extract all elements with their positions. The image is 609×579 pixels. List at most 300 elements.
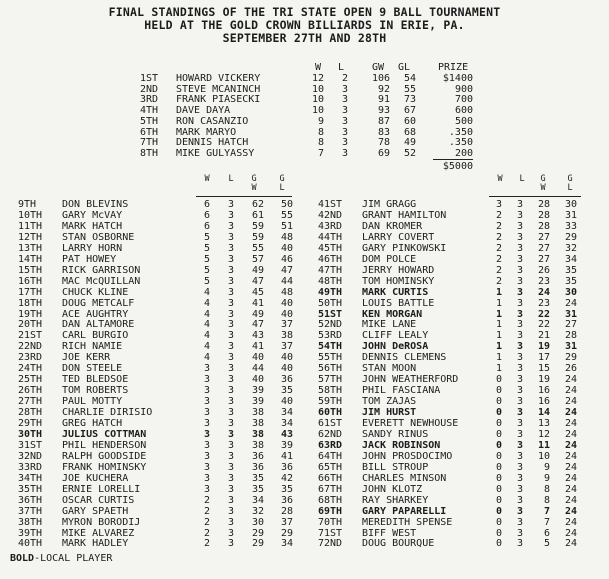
- right-list-place: 43RD: [318, 220, 343, 232]
- top8-gl-header: GL: [398, 62, 411, 73]
- left-list-gl: 37: [280, 341, 293, 353]
- left-list-gw: 32: [251, 505, 264, 517]
- top8-prize: .350: [448, 137, 473, 149]
- right-list-gw: 12: [537, 428, 550, 440]
- right-list-place: 65TH: [318, 461, 343, 473]
- left-list-w: 2: [203, 494, 210, 506]
- right-list-place: 67TH: [318, 483, 343, 495]
- right-list-l: 3: [516, 505, 523, 517]
- left-list-name: PAT HOWEY: [62, 253, 117, 265]
- left-list-name: JULIUS COTTMAN: [62, 428, 147, 440]
- right-list-gl: 31: [564, 308, 577, 320]
- left-list-place: 24TH: [18, 363, 43, 375]
- left-list-gw: 41: [251, 341, 264, 353]
- right-list-place: 68TH: [318, 494, 343, 506]
- right-list-l: 3: [516, 374, 523, 386]
- right-list-gl: 24: [564, 461, 577, 473]
- right-list-row: [0, 210, 609, 221]
- right-list-place: 52ND: [318, 319, 343, 331]
- right-list-w: 0: [495, 494, 502, 506]
- left-list-w: 5: [203, 242, 210, 254]
- left-list-w: 5: [203, 275, 210, 287]
- top8-gl: 54: [403, 73, 416, 84]
- right-list-l: 3: [516, 275, 523, 287]
- right-list-place: 46TH: [318, 253, 343, 265]
- right-list-name: CHARLES MINSON: [362, 472, 447, 484]
- right-list-l: 3: [516, 253, 523, 265]
- left-list-place: 36TH: [18, 494, 43, 506]
- left-list-gw: 36: [251, 461, 264, 473]
- left-list-w: 4: [203, 341, 210, 353]
- top8-prize: .350: [448, 126, 473, 138]
- top8-gw: 87: [377, 115, 390, 127]
- right-list-w: 0: [495, 374, 502, 386]
- left-list-l: 3: [227, 418, 234, 429]
- right-list-l: 3: [516, 428, 523, 440]
- right-list-gl: 24: [564, 505, 577, 517]
- right-list-row: [0, 429, 609, 440]
- left-list-w: 3: [203, 483, 210, 495]
- left-list-name: DOUG METCALF: [62, 297, 135, 309]
- right-list-l: 3: [516, 352, 523, 364]
- right-list-place: 60TH: [318, 407, 343, 419]
- right-list-name: JOHN WEATHERFORD: [362, 374, 459, 386]
- top8-gl: 49: [403, 137, 416, 149]
- right-list-gl: 33: [564, 220, 577, 232]
- right-header-rule: [489, 196, 581, 197]
- top8-gw-header: GW: [372, 62, 385, 73]
- right-list-l: 3: [516, 494, 523, 506]
- left-list-gw: 41: [251, 297, 264, 309]
- left-list-w: 2: [203, 527, 210, 539]
- right-list-name: JACK ROBINSON: [362, 439, 441, 451]
- right-list-gl: 29: [564, 231, 577, 243]
- right-list-gl: 24: [564, 374, 577, 386]
- right-list-place: 66TH: [318, 472, 343, 484]
- top8-w: 9: [317, 115, 324, 127]
- right-list-w: 0: [495, 461, 502, 473]
- right-list-w: 0: [495, 527, 502, 539]
- left-list-w: 2: [203, 538, 210, 550]
- right-list-gw: 8: [543, 494, 550, 506]
- right-list-name: DOUG BOURQUE: [362, 538, 435, 550]
- right-list-name: RAY SHARKEY: [362, 494, 429, 506]
- right-list-w: 2: [495, 253, 502, 265]
- right-list-gl: 35: [564, 275, 577, 287]
- right-list-place: 55TH: [318, 352, 343, 364]
- right-list-row: [0, 276, 609, 287]
- right-list-gw: 17: [537, 352, 550, 364]
- right-list-place: 53RD: [318, 330, 343, 342]
- top8-name: FRANK PIASECKI: [176, 94, 261, 106]
- left-list-w: 6: [203, 209, 210, 221]
- right-list-place: 61ST: [318, 418, 343, 429]
- top8-name: STEVE MCANINCH: [176, 83, 261, 95]
- left-list-place: 39TH: [18, 527, 43, 539]
- left-list-l: 3: [227, 264, 234, 276]
- left-list-place: 23RD: [18, 352, 43, 364]
- left-list-gl: 46: [280, 253, 293, 265]
- left-list-gl: 29: [280, 527, 293, 539]
- right-list-l: 3: [516, 418, 523, 429]
- top8-gw: 91: [377, 94, 390, 106]
- left-list-name: ACE AUGHTRY: [62, 308, 129, 320]
- right-list-gl: 24: [564, 297, 577, 309]
- right-list-row: [0, 352, 609, 363]
- right-gl-header: GL: [565, 174, 575, 192]
- left-list-gw: 39: [251, 396, 264, 408]
- right-list-gw: 26: [537, 264, 550, 276]
- right-list-gw: 22: [537, 308, 550, 320]
- left-list-gw: 55: [251, 242, 264, 254]
- top8-l: 3: [341, 147, 348, 159]
- left-list-w: 5: [203, 264, 210, 276]
- top8-l: 3: [341, 126, 348, 138]
- top8-prize: 500: [454, 115, 473, 127]
- left-list-l: 3: [227, 297, 234, 309]
- top8-gl: 52: [403, 147, 416, 159]
- left-list-name: GARY SPAETH: [62, 505, 129, 517]
- right-list-name: GRANT HAMILTON: [362, 209, 447, 221]
- right-list-w: 0: [495, 439, 502, 451]
- right-list-gw: 27: [537, 231, 550, 243]
- right-list-w: 0: [495, 505, 502, 517]
- right-list-l: 3: [516, 472, 523, 484]
- right-list-name: JERRY HOWARD: [362, 264, 435, 276]
- right-list-w: 0: [495, 516, 502, 528]
- top8-place: 1ST: [140, 73, 159, 84]
- right-list-w: 1: [495, 352, 502, 364]
- right-list-place: 49TH: [318, 286, 343, 298]
- right-list-gw: 9: [543, 472, 550, 484]
- right-list-row: [0, 287, 609, 298]
- right-list-gw: 27: [537, 242, 550, 254]
- left-list-l: 3: [227, 439, 234, 451]
- top8-gw: 92: [377, 83, 390, 95]
- left-list-gw: 40: [251, 352, 264, 364]
- right-list-gl: 24: [564, 439, 577, 451]
- top8-l: 2: [341, 73, 348, 84]
- right-list-name: MEREDITH SPENSE: [362, 516, 453, 528]
- left-list-l: 3: [227, 330, 234, 342]
- right-list-l: 3: [516, 527, 523, 539]
- top8-row: [0, 94, 609, 105]
- right-list-place: 51ST: [318, 308, 343, 320]
- top8-prize: $1400: [442, 73, 473, 84]
- left-list-name: MARK HADLEY: [62, 538, 129, 550]
- top8-place: 3RD: [140, 94, 159, 106]
- right-list-row: [0, 506, 609, 517]
- left-list-gw: 61: [251, 209, 264, 221]
- left-gl-header: GL: [277, 174, 287, 192]
- left-list-l: 3: [227, 242, 234, 254]
- right-list-gl: 27: [564, 319, 577, 331]
- left-list-w: 3: [203, 461, 210, 473]
- left-list-w: 3: [203, 407, 210, 419]
- top8-place: 6TH: [140, 126, 159, 138]
- right-list-name: BIFF WEST: [362, 527, 417, 539]
- left-list-w: 3: [203, 385, 210, 397]
- right-list-name: DENNIS CLEMENS: [362, 352, 447, 364]
- right-list-place: 56TH: [318, 363, 343, 375]
- left-list-w: 3: [203, 428, 210, 440]
- left-w-header: W: [202, 174, 212, 183]
- left-list-place: 13TH: [18, 242, 43, 254]
- left-list-gw: 30: [251, 516, 264, 528]
- right-list-row: [0, 199, 609, 210]
- right-list-name: TOM ZAJAS: [362, 396, 417, 408]
- right-list-row: [0, 396, 609, 407]
- left-list-gl: 40: [280, 297, 293, 309]
- left-list-gl: 37: [280, 516, 293, 528]
- right-list-gl: 24: [564, 396, 577, 408]
- right-list-row: [0, 363, 609, 374]
- left-list-name: GARY McVAY: [62, 209, 123, 221]
- right-list-gl: 24: [564, 428, 577, 440]
- right-list-gl: 24: [564, 538, 577, 550]
- right-list-gl: 28: [564, 330, 577, 342]
- right-list-row: [0, 407, 609, 418]
- top8-gw: 69: [377, 147, 390, 159]
- top8-name: HOWARD VICKERY: [176, 73, 261, 84]
- top8-gw: 83: [377, 126, 390, 138]
- right-list-gw: 27: [537, 253, 550, 265]
- right-list-gw: 23: [537, 297, 550, 309]
- left-list-l: 3: [227, 374, 234, 386]
- right-list-w: 1: [495, 330, 502, 342]
- left-list-name: CHUCK KLINE: [62, 286, 129, 298]
- left-list-place: 26TH: [18, 385, 43, 397]
- right-list-name: BILL STROUP: [362, 461, 429, 473]
- left-list-gw: 39: [251, 385, 264, 397]
- right-list-gw: 11: [537, 439, 550, 451]
- top8-row: [0, 105, 609, 116]
- right-list-w: 0: [495, 396, 502, 408]
- right-list-gl: 34: [564, 253, 577, 265]
- right-list-gl: 26: [564, 363, 577, 375]
- left-list-place: 17TH: [18, 286, 43, 298]
- right-list-l: 3: [516, 199, 523, 210]
- right-list-place: 59TH: [318, 396, 343, 408]
- top8-prize: 200: [454, 147, 473, 159]
- right-list-row: [0, 418, 609, 429]
- top8-w: 10: [311, 105, 324, 117]
- right-list-l: 3: [516, 483, 523, 495]
- right-list-l: 3: [516, 450, 523, 462]
- left-list-gl: 35: [280, 385, 293, 397]
- left-list-gw: 49: [251, 308, 264, 320]
- left-list-gl: 40: [280, 352, 293, 364]
- right-list-l: 3: [516, 220, 523, 232]
- left-list-l: 3: [227, 275, 234, 287]
- right-list-name: TOM HOMINSKY: [362, 275, 435, 287]
- left-list-w: 3: [203, 363, 210, 375]
- left-list-gl: 40: [280, 396, 293, 408]
- left-list-gw: 44: [251, 363, 264, 375]
- left-list-name: MIKE ALVAREZ: [62, 527, 135, 539]
- left-list-l: 3: [227, 472, 234, 484]
- top8-gl: 55: [403, 83, 416, 95]
- left-list-l: 3: [227, 352, 234, 364]
- top8-prize: 600: [454, 105, 473, 117]
- left-list-w: 6: [203, 199, 210, 210]
- left-list-gw: 49: [251, 264, 264, 276]
- left-list-l: 3: [227, 516, 234, 528]
- right-list-gw: 19: [537, 374, 550, 386]
- right-list-gl: 30: [564, 286, 577, 298]
- top8-prize-header: PRIZE: [438, 62, 469, 73]
- right-list-place: 54TH: [318, 341, 343, 353]
- left-list-place: 11TH: [18, 220, 43, 232]
- right-list-gl: 24: [564, 450, 577, 462]
- right-list-gw: 8: [543, 483, 550, 495]
- right-list-gw: 28: [537, 220, 550, 232]
- right-list-w: 0: [495, 450, 502, 462]
- title-line-1: FINAL STANDINGS OF THE TRI STATE OPEN 9 BALL TOURNAMENT: [108, 5, 501, 19]
- left-list-place: 35TH: [18, 483, 43, 495]
- right-list-w: 0: [495, 407, 502, 419]
- right-list-name: SANDY RINUS: [362, 428, 429, 440]
- right-list-place: 50TH: [318, 297, 343, 309]
- left-list-gw: 40: [251, 374, 264, 386]
- left-list-w: 6: [203, 220, 210, 232]
- top8-w: 8: [317, 137, 324, 149]
- left-list-l: 3: [227, 363, 234, 375]
- left-list-w: 3: [203, 439, 210, 451]
- top8-place: 4TH: [140, 105, 159, 117]
- left-list-gw: 38: [251, 407, 264, 419]
- right-list-w: 0: [495, 385, 502, 397]
- left-list-gl: 36: [280, 374, 293, 386]
- right-list-w: 2: [495, 242, 502, 254]
- left-list-w: 3: [203, 450, 210, 462]
- left-list-place: 31ST: [18, 439, 43, 451]
- left-list-place: 12TH: [18, 231, 43, 243]
- right-list-w: 3: [495, 199, 502, 210]
- right-list-gw: 21: [537, 330, 550, 342]
- right-list-gl: 24: [564, 418, 577, 429]
- left-list-gl: 40: [280, 242, 293, 254]
- right-list-name: EVERETT NEWHOUSE: [362, 418, 459, 429]
- left-list-gl: 38: [280, 330, 293, 342]
- left-list-gl: 40: [280, 363, 293, 375]
- left-list-name: TOM ROBERTS: [62, 385, 129, 397]
- left-list-name: RICH NAMIE: [62, 341, 123, 353]
- top8-prize: 700: [454, 94, 473, 106]
- right-list-w: 2: [495, 209, 502, 221]
- left-list-name: ERNIE LORELLI: [62, 483, 141, 495]
- right-list-w: 1: [495, 341, 502, 353]
- left-list-gl: 34: [280, 418, 293, 429]
- right-list-gw: 14: [537, 407, 550, 419]
- left-list-place: 37TH: [18, 505, 43, 517]
- right-list-gw: 5: [543, 538, 550, 550]
- right-list-row: [0, 517, 609, 528]
- right-list-place: 70TH: [318, 516, 343, 528]
- top8-gl: 60: [403, 115, 416, 127]
- right-list-name: STAN MOON: [362, 363, 417, 375]
- left-list-gw: 59: [251, 231, 264, 243]
- left-list-l: 3: [227, 505, 234, 517]
- right-list-gl: 24: [564, 407, 577, 419]
- left-list-l: 3: [227, 538, 234, 550]
- right-list-gl: 24: [564, 516, 577, 528]
- top8-w: 10: [311, 83, 324, 95]
- right-list-l: 3: [516, 516, 523, 528]
- top8-w: 12: [311, 73, 324, 84]
- right-list-l: 3: [516, 461, 523, 473]
- left-list-name: TED BLEDSOE: [62, 374, 129, 386]
- right-list-gl: 32: [564, 242, 577, 254]
- left-list-name: MARK HATCH: [62, 220, 123, 232]
- right-list-l: 3: [516, 341, 523, 353]
- left-list-place: 20TH: [18, 319, 43, 331]
- top8-l-header: L: [338, 62, 345, 73]
- left-list-gw: 43: [251, 330, 264, 342]
- right-list-place: 71ST: [318, 527, 343, 539]
- right-list-row: [0, 330, 609, 341]
- left-list-name: CARL BURGIO: [62, 330, 129, 342]
- right-list-w: 2: [495, 275, 502, 287]
- left-list-w: 4: [203, 352, 210, 364]
- right-list-row: [0, 341, 609, 352]
- left-list-l: 3: [227, 483, 234, 495]
- top8-gw: 93: [377, 105, 390, 117]
- left-list-l: 3: [227, 231, 234, 243]
- right-list-w: 1: [495, 308, 502, 320]
- left-list-w: 4: [203, 297, 210, 309]
- top8-prize: 900: [454, 83, 473, 95]
- top8-row: [0, 84, 609, 95]
- right-list-name: JOHN DeROSA: [362, 341, 429, 353]
- top8-l: 3: [341, 137, 348, 149]
- right-list-l: 3: [516, 407, 523, 419]
- top8-place: 2ND: [140, 83, 159, 95]
- left-list-gl: 36: [280, 461, 293, 473]
- right-list-place: 48TH: [318, 275, 343, 287]
- right-list-gw: 28: [537, 199, 550, 210]
- left-list-gl: 50: [280, 199, 293, 210]
- left-list-l: 3: [227, 385, 234, 397]
- left-list-l: 3: [227, 396, 234, 408]
- right-list-row: [0, 528, 609, 539]
- right-list-gl: 29: [564, 352, 577, 364]
- left-list-l: 3: [227, 253, 234, 265]
- top8-row: [0, 73, 609, 84]
- right-list-gl: 24: [564, 385, 577, 397]
- right-list-w: 1: [495, 286, 502, 298]
- legend-rest: -LOCAL PLAYER: [34, 553, 113, 564]
- right-list-gl: 24: [564, 494, 577, 506]
- left-list-place: 19TH: [18, 308, 43, 320]
- right-list-place: 44TH: [318, 231, 343, 243]
- right-list-w: 0: [495, 428, 502, 440]
- right-list-gw: 24: [537, 286, 550, 298]
- left-list-gl: 43: [280, 428, 293, 440]
- right-list-row: [0, 440, 609, 451]
- left-list-l: 3: [227, 199, 234, 210]
- left-list-place: 30TH: [18, 428, 43, 440]
- right-list-row: [0, 298, 609, 309]
- top8-l: 3: [341, 105, 348, 117]
- left-list-l: 3: [227, 428, 234, 440]
- left-list-name: RICK GARRISON: [62, 264, 141, 276]
- left-list-gl: 37: [280, 319, 293, 331]
- right-list-name: CLIFF LEALY: [362, 330, 429, 342]
- left-list-gw: 38: [251, 428, 264, 440]
- top8-w: 10: [311, 94, 324, 106]
- left-list-place: 15TH: [18, 264, 43, 276]
